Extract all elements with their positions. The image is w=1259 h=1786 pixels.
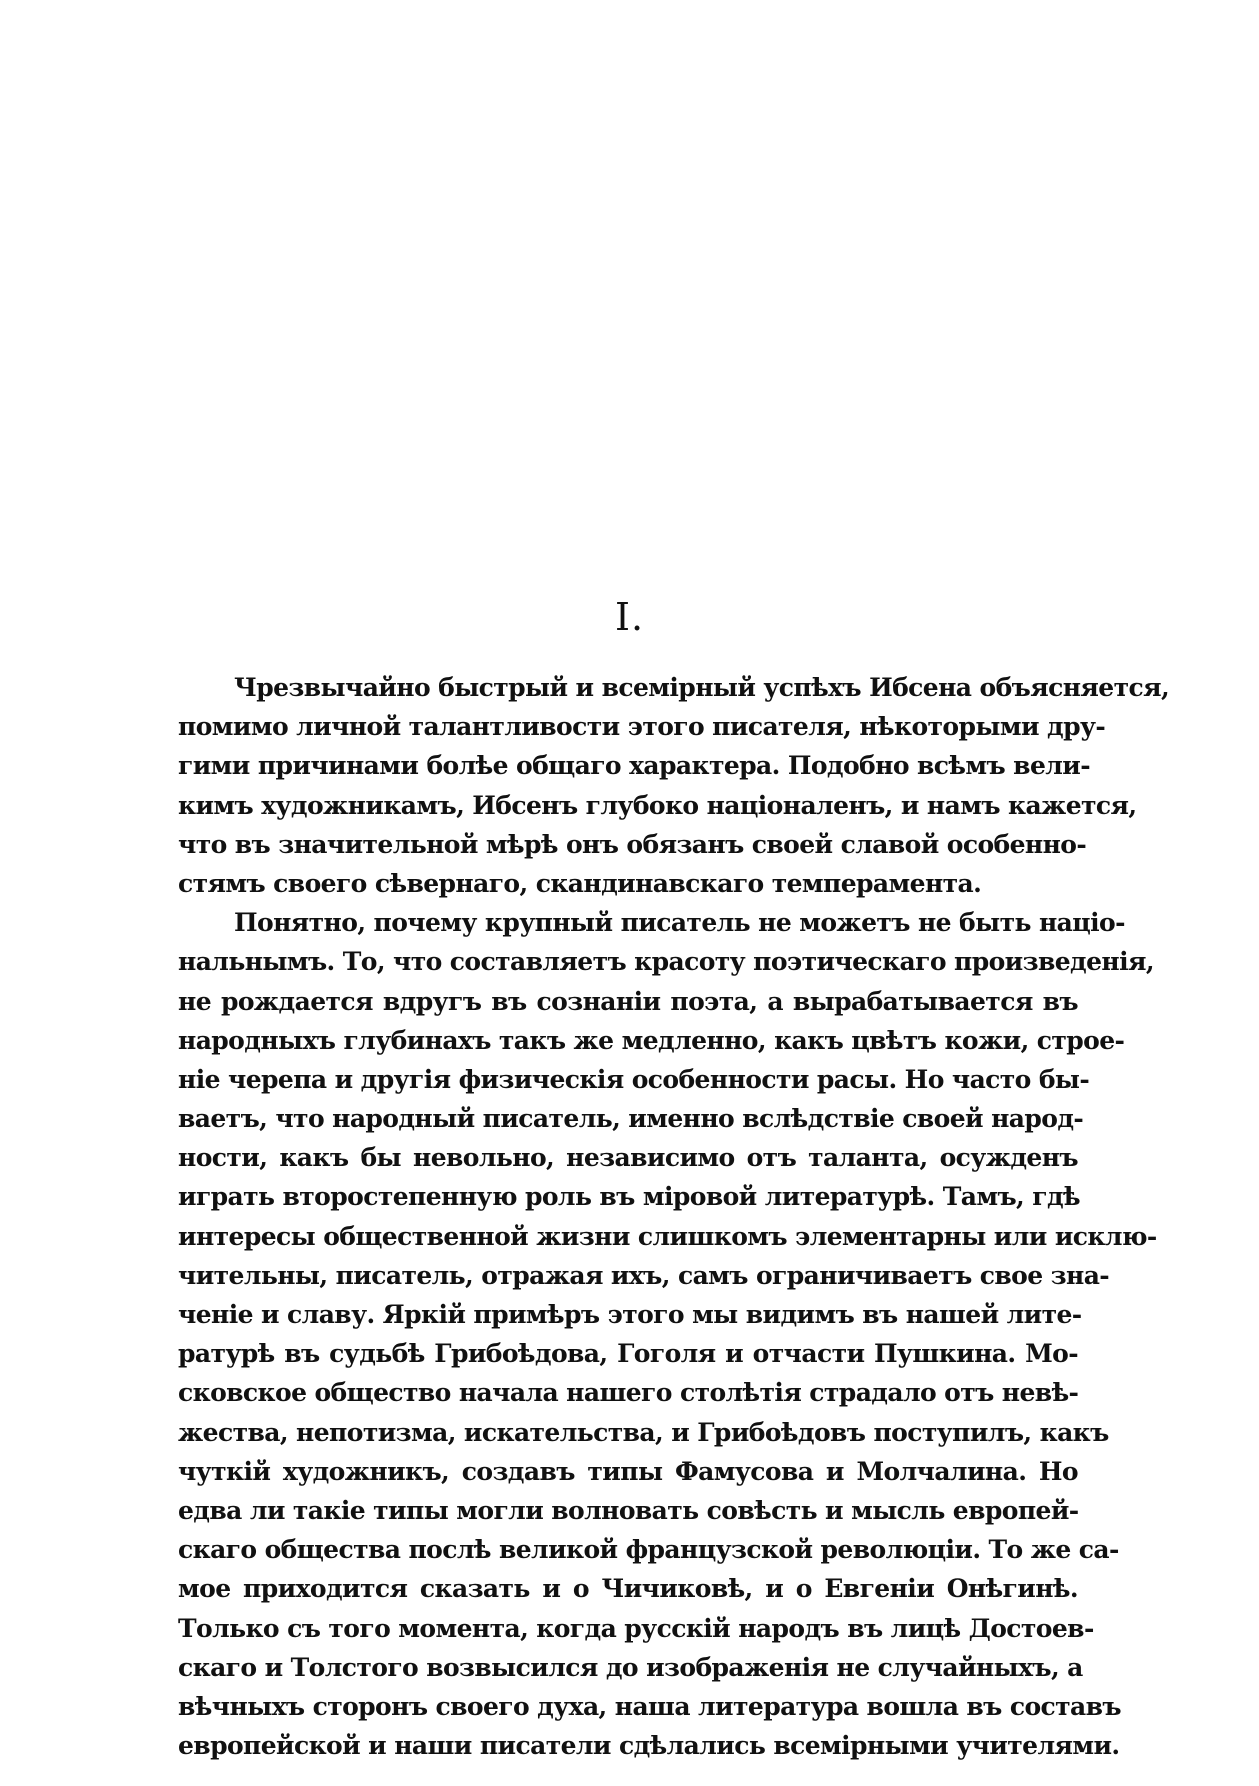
text-line: стямъ своего сѣвернаго, скандинавскаго темперамента. (178, 868, 982, 898)
text-line: не рождается вдругъ въ сознаніи поэта, а вырабатывается въ (178, 986, 1078, 1016)
text-line: ніе черепа и другія физическія особенности расы. Но часто бы- (178, 1064, 1090, 1094)
body-text (178, 668, 1170, 1765)
text-line: помимо личной талантливости этого писателя, нѣкоторыми дру- (178, 712, 1106, 742)
paragraph-2 (178, 903, 1157, 1765)
text-line: жества, непотизма, искательства, и Грибоѣдовъ поступилъ, какъ (178, 1417, 1109, 1447)
text-line: чительны, писатель, отражая ихъ, самъ ограничиваетъ свое зна- (178, 1260, 1110, 1290)
text-line: ченіе и славу. Яркій примѣръ этого мы видимъ въ нашей лите- (178, 1300, 1082, 1329)
paragraph-1 (178, 668, 1170, 903)
text-line: Чрезвычайно быстрый и всемірный успѣхъ Ибсена объясняется, (234, 673, 1170, 702)
text-line: гими причинами болѣе общаго характера. Подобно всѣмъ вели- (178, 751, 1090, 781)
text-line: Понятно, почему крупный писатель не можетъ не быть націо- (234, 908, 1125, 938)
text-line: скаго общества послѣ великой французской революціи. То же са- (178, 1535, 1119, 1565)
text-line: что въ значительной мѣрѣ онъ обязанъ своей славой особенно- (178, 829, 1087, 859)
text-line: ваетъ, что народный писатель, именно вслѣдствіе своей народ- (178, 1104, 1084, 1134)
text-line: интересы общественной жизни слишкомъ элементарны или исклю- (178, 1221, 1157, 1251)
text-line: чуткій художникъ, создавъ типы Фамусова и Молчалина. Но (178, 1456, 1078, 1486)
text-line: нальнымъ. То, что составляетъ красоту поэтическаго произведенія, (178, 947, 1154, 977)
text-line: мое приходится сказать и о Чичиковѣ, и о Евгеніи Онѣгинѣ. (178, 1574, 1078, 1604)
text-line: кимъ художникамъ, Ибсенъ глубоко націоналенъ, и намъ кажется, (178, 790, 1137, 820)
chapter-numeral: I. (614, 595, 645, 639)
text-line: народныхъ глубинахъ такъ же медленно, какъ цвѣтъ кожи, строе- (178, 1025, 1125, 1055)
text-line: ности, какъ бы невольно, независимо отъ таланта, осужденъ (178, 1143, 1078, 1173)
text-line: сковское общество начала нашего столѣтія страдало отъ невѣ- (178, 1378, 1079, 1408)
text-line: скаго и Толстого возвысился до изображенія не случайныхъ, а (178, 1652, 1083, 1682)
text-line: едва ли такіе типы могли волновать совѣсть и мысль европей- (178, 1495, 1079, 1525)
text-line: европейской и наши писатели сдѣлались всемірными учителями. (178, 1731, 1120, 1761)
text-line: играть второстепенную роль въ міровой литературѣ. Тамъ, гдѣ (178, 1182, 1080, 1212)
text-line: Только съ того момента, когда русскій народъ въ лицѣ Достоев- (178, 1613, 1094, 1643)
text-line: вѣчныхъ сторонъ своего духа, наша литература вошла въ составъ (178, 1691, 1122, 1721)
text-line: ратурѣ въ судьбѣ Грибоѣдова, Гоголя и отчасти Пушкина. Мо- (178, 1339, 1078, 1369)
